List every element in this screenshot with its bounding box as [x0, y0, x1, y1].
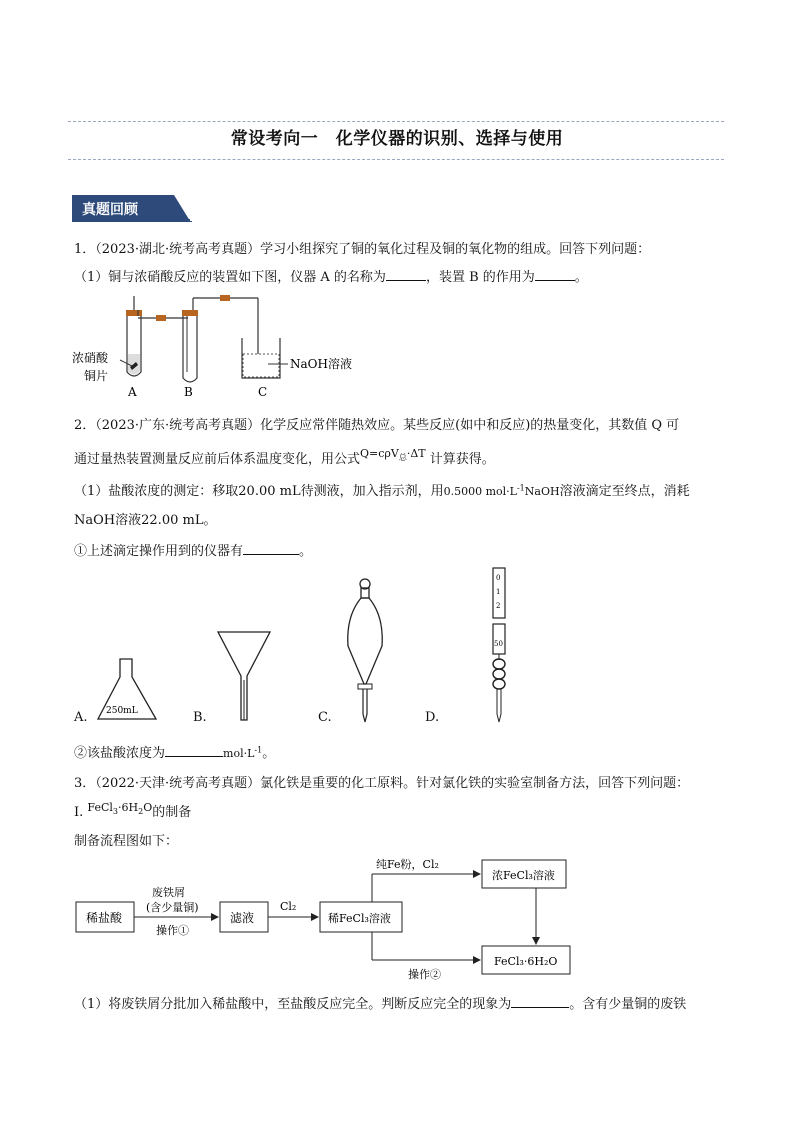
flow-arrow-4-operation: 操作②	[408, 968, 441, 981]
q1-part1: （1）铜与浓硝酸反应的装置如下图，仪器 A 的名称为 ，装置 B 的作用为 。	[74, 270, 588, 285]
top-divider	[68, 121, 724, 122]
q3-part-I: I. $^{FeCl_3\cdot 6H_2O}$的制备	[74, 801, 192, 820]
answer-blank[interactable]	[511, 1007, 569, 1008]
answer-blank[interactable]	[535, 280, 575, 281]
label-naoh: NaOH溶液	[290, 357, 352, 371]
option-A-label[interactable]: A.	[74, 710, 88, 725]
answer-blank[interactable]	[386, 280, 426, 281]
answer-blank[interactable]	[165, 756, 223, 757]
copper-nitric-acid-apparatus	[70, 288, 370, 400]
flow-arrow-1-reagent-note: (含少量铜)	[146, 901, 199, 914]
flow-arrow-1-operation: 操作①	[156, 924, 189, 937]
label-B: B	[184, 385, 193, 399]
q3-stem: 3．（2022·天津·统考高考真题）氯化铁是重要的化工原料。针对氯化铁的实验室制备方法，回答下列问题：	[74, 776, 690, 791]
flow-arrow-1-reagent: 废铁屑	[152, 886, 185, 899]
badge-underline	[72, 221, 192, 222]
q3-part1: （1）将废铁屑分批加入稀盐酸中，至盐酸反应完全。判断反应完全的现象为 。含有少量铜的废铁	[74, 997, 687, 1012]
flow-box-dilute-hcl-label: 稀盐酸	[86, 911, 123, 925]
q1-stem: 1．（2023·湖北·统考高考真题）学习小组探究了铜的氧化过程及铜的氧化物的组成。回答下列问题：	[74, 242, 651, 257]
section-badge: 真题回顾	[82, 202, 138, 218]
label-copper: 铜片	[84, 369, 109, 383]
option-C-label[interactable]: C.	[318, 710, 332, 725]
flow-arrow-3-reagent: 纯Fe粉，Cl₂	[376, 858, 439, 871]
flow-arrow-2-reagent: Cl₂	[280, 900, 297, 913]
option-B-label[interactable]: B.	[193, 710, 207, 725]
q2-part1: （1）盐酸浓度的测定：移取20.00 mL待测液，加入指示剂，用0.5000 $mol\cdot L^{-1}NaOH$溶液滴定至终点，消耗	[74, 483, 690, 499]
burette-mark-2: 2	[496, 602, 501, 610]
burette-icon	[486, 566, 512, 726]
flow-box-product-label: FeCl₃·6H₂O	[494, 955, 558, 968]
burette-mark-50: 50	[494, 640, 503, 648]
flow-box-filtrate-label: 滤液	[230, 911, 255, 925]
q2-part1-cont: NaOH溶液22.00 mL。	[74, 513, 217, 528]
q2-sub2: ②该盐酸浓度为 $mol\cdot L^{-1}$。	[74, 745, 276, 761]
page-title: 常设考向一 化学仪器的识别、选择与使用	[230, 129, 564, 149]
title-divider	[68, 159, 724, 160]
option-D-label[interactable]: D.	[425, 710, 440, 725]
funnel-icon	[214, 628, 274, 724]
preparation-flow-diagram	[70, 852, 590, 982]
label-A: A	[128, 385, 137, 399]
q2-sub1: ①上述滴定操作用到的仪器有 。	[74, 544, 313, 559]
answer-blank[interactable]	[243, 554, 299, 555]
conical-flask-icon	[92, 655, 162, 725]
q2-stem-2: 通过量热装置测量反应前后体系温度变化，用公式$^{Q=c\rho V_总\cdot\Delta T}$ 计算获得。	[74, 447, 495, 467]
flow-box-conc-fecl3-label: 浓FeCl₃溶液	[492, 869, 555, 882]
separatory-funnel-icon	[340, 576, 390, 724]
flow-box-dilute-fecl3-label: 稀FeCl₃溶液	[328, 912, 391, 925]
q2-stem: 2．（2023·广东·统考高考真题）化学反应常伴随热效应。某些反应(如中和反应)的热量变化，其数值 Q 可	[74, 418, 680, 433]
q3-flow-intro: 制备流程图如下：	[74, 834, 179, 849]
label-nitric-acid: 浓硝酸	[72, 351, 109, 365]
label-C: C	[258, 385, 268, 399]
flask-volume-label: 250mL	[106, 706, 138, 716]
burette-mark-1: 1	[496, 588, 501, 596]
burette-mark-0: 0	[496, 574, 501, 582]
